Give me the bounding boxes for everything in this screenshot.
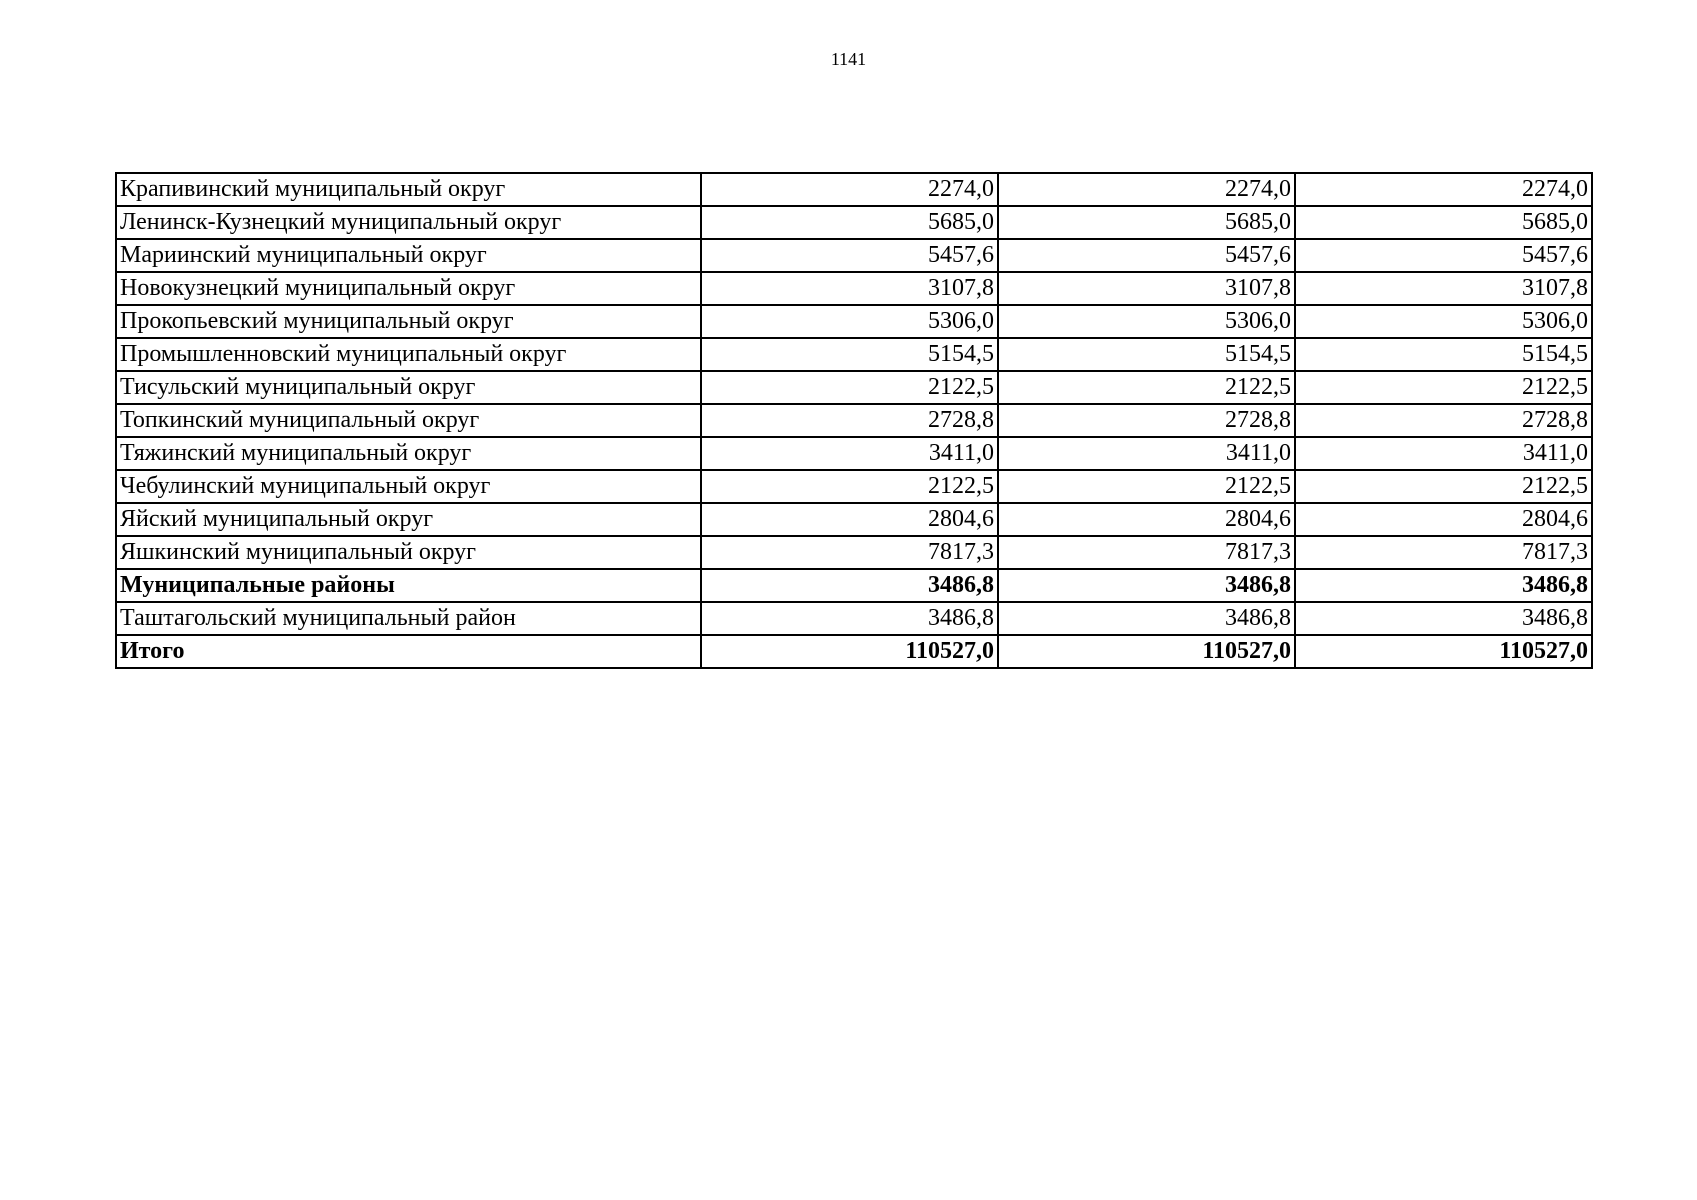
value-cell-col3: 5685,0 — [1295, 206, 1592, 239]
value-cell-col2: 3411,0 — [998, 437, 1295, 470]
value-cell-col2: 3486,8 — [998, 569, 1295, 602]
row-name-cell: Топкинский муниципальный округ — [116, 404, 701, 437]
value-cell-col1: 2122,5 — [701, 371, 998, 404]
table-row — [116, 371, 1592, 404]
table-row — [116, 602, 1592, 635]
row-name-cell: Чебулинский муниципальный округ — [116, 470, 701, 503]
value-cell-col1: 2274,0 — [701, 173, 998, 206]
row-name-cell: Новокузнецкий муниципальный округ — [116, 272, 701, 305]
page-number: 1141 — [830, 49, 867, 69]
value-cell-col2: 110527,0 — [998, 635, 1295, 668]
table-row — [116, 470, 1592, 503]
table-row — [116, 437, 1592, 470]
value-cell-col3: 5457,6 — [1295, 239, 1592, 272]
row-name-cell: Мариинский муниципальный округ — [116, 239, 701, 272]
value-cell-col1: 2804,6 — [701, 503, 998, 536]
value-cell-col2: 2122,5 — [998, 371, 1295, 404]
row-name-cell: Яйский муниципальный округ — [116, 503, 701, 536]
table-row — [116, 404, 1592, 437]
table-row — [116, 206, 1592, 239]
table-row — [116, 569, 1592, 602]
value-cell-col1: 5154,5 — [701, 338, 998, 371]
row-name-cell: Ленинск-Кузнецкий муниципальный округ — [116, 206, 701, 239]
value-cell-col1: 5306,0 — [701, 305, 998, 338]
value-cell-col1: 2728,8 — [701, 404, 998, 437]
value-cell-col3: 2804,6 — [1295, 503, 1592, 536]
table-row — [116, 272, 1592, 305]
value-cell-col1: 3486,8 — [701, 602, 998, 635]
value-cell-col2: 2122,5 — [998, 470, 1295, 503]
value-cell-col3: 2274,0 — [1295, 173, 1592, 206]
table-row — [116, 503, 1592, 536]
value-cell-col1: 5685,0 — [701, 206, 998, 239]
table-row — [116, 536, 1592, 569]
value-cell-col1: 3411,0 — [701, 437, 998, 470]
value-cell-col3: 5306,0 — [1295, 305, 1592, 338]
row-name-cell: Муниципальные районы — [116, 569, 701, 602]
value-cell-col2: 2804,6 — [998, 503, 1295, 536]
value-cell-col3: 2728,8 — [1295, 404, 1592, 437]
value-cell-col3: 3486,8 — [1295, 602, 1592, 635]
value-cell-col2: 5685,0 — [998, 206, 1295, 239]
budget-table — [115, 172, 1593, 669]
value-cell-col2: 7817,3 — [998, 536, 1295, 569]
value-cell-col1: 5457,6 — [701, 239, 998, 272]
value-cell-col1: 3107,8 — [701, 272, 998, 305]
table-row — [116, 173, 1592, 206]
value-cell-col2: 5457,6 — [998, 239, 1295, 272]
row-name-cell: Итого — [116, 635, 701, 668]
value-cell-col3: 5154,5 — [1295, 338, 1592, 371]
value-cell-col3: 3486,8 — [1295, 569, 1592, 602]
value-cell-col3: 3411,0 — [1295, 437, 1592, 470]
value-cell-col2: 5306,0 — [998, 305, 1295, 338]
table-row — [116, 305, 1592, 338]
value-cell-col3: 2122,5 — [1295, 470, 1592, 503]
value-cell-col1: 2122,5 — [701, 470, 998, 503]
value-cell-col1: 3486,8 — [701, 569, 998, 602]
row-name-cell: Таштагольский муниципальный район — [116, 602, 701, 635]
value-cell-col2: 2274,0 — [998, 173, 1295, 206]
table-body — [116, 173, 1592, 668]
value-cell-col3: 3107,8 — [1295, 272, 1592, 305]
row-name-cell: Тяжинский муниципальный округ — [116, 437, 701, 470]
row-name-cell: Крапивинский муниципальный округ — [116, 173, 701, 206]
value-cell-col3: 110527,0 — [1295, 635, 1592, 668]
value-cell-col1: 110527,0 — [701, 635, 998, 668]
row-name-cell: Прокопьевский муниципальный округ — [116, 305, 701, 338]
table-row — [116, 635, 1592, 668]
value-cell-col2: 3107,8 — [998, 272, 1295, 305]
value-cell-col2: 3486,8 — [998, 602, 1295, 635]
value-cell-col1: 7817,3 — [701, 536, 998, 569]
row-name-cell: Яшкинский муниципальный округ — [116, 536, 701, 569]
value-cell-col3: 7817,3 — [1295, 536, 1592, 569]
value-cell-col3: 2122,5 — [1295, 371, 1592, 404]
value-cell-col2: 2728,8 — [998, 404, 1295, 437]
value-cell-col2: 5154,5 — [998, 338, 1295, 371]
table-row — [116, 239, 1592, 272]
row-name-cell: Промышленновский муниципальный округ — [116, 338, 701, 371]
row-name-cell: Тисульский муниципальный округ — [116, 371, 701, 404]
table-row — [116, 338, 1592, 371]
